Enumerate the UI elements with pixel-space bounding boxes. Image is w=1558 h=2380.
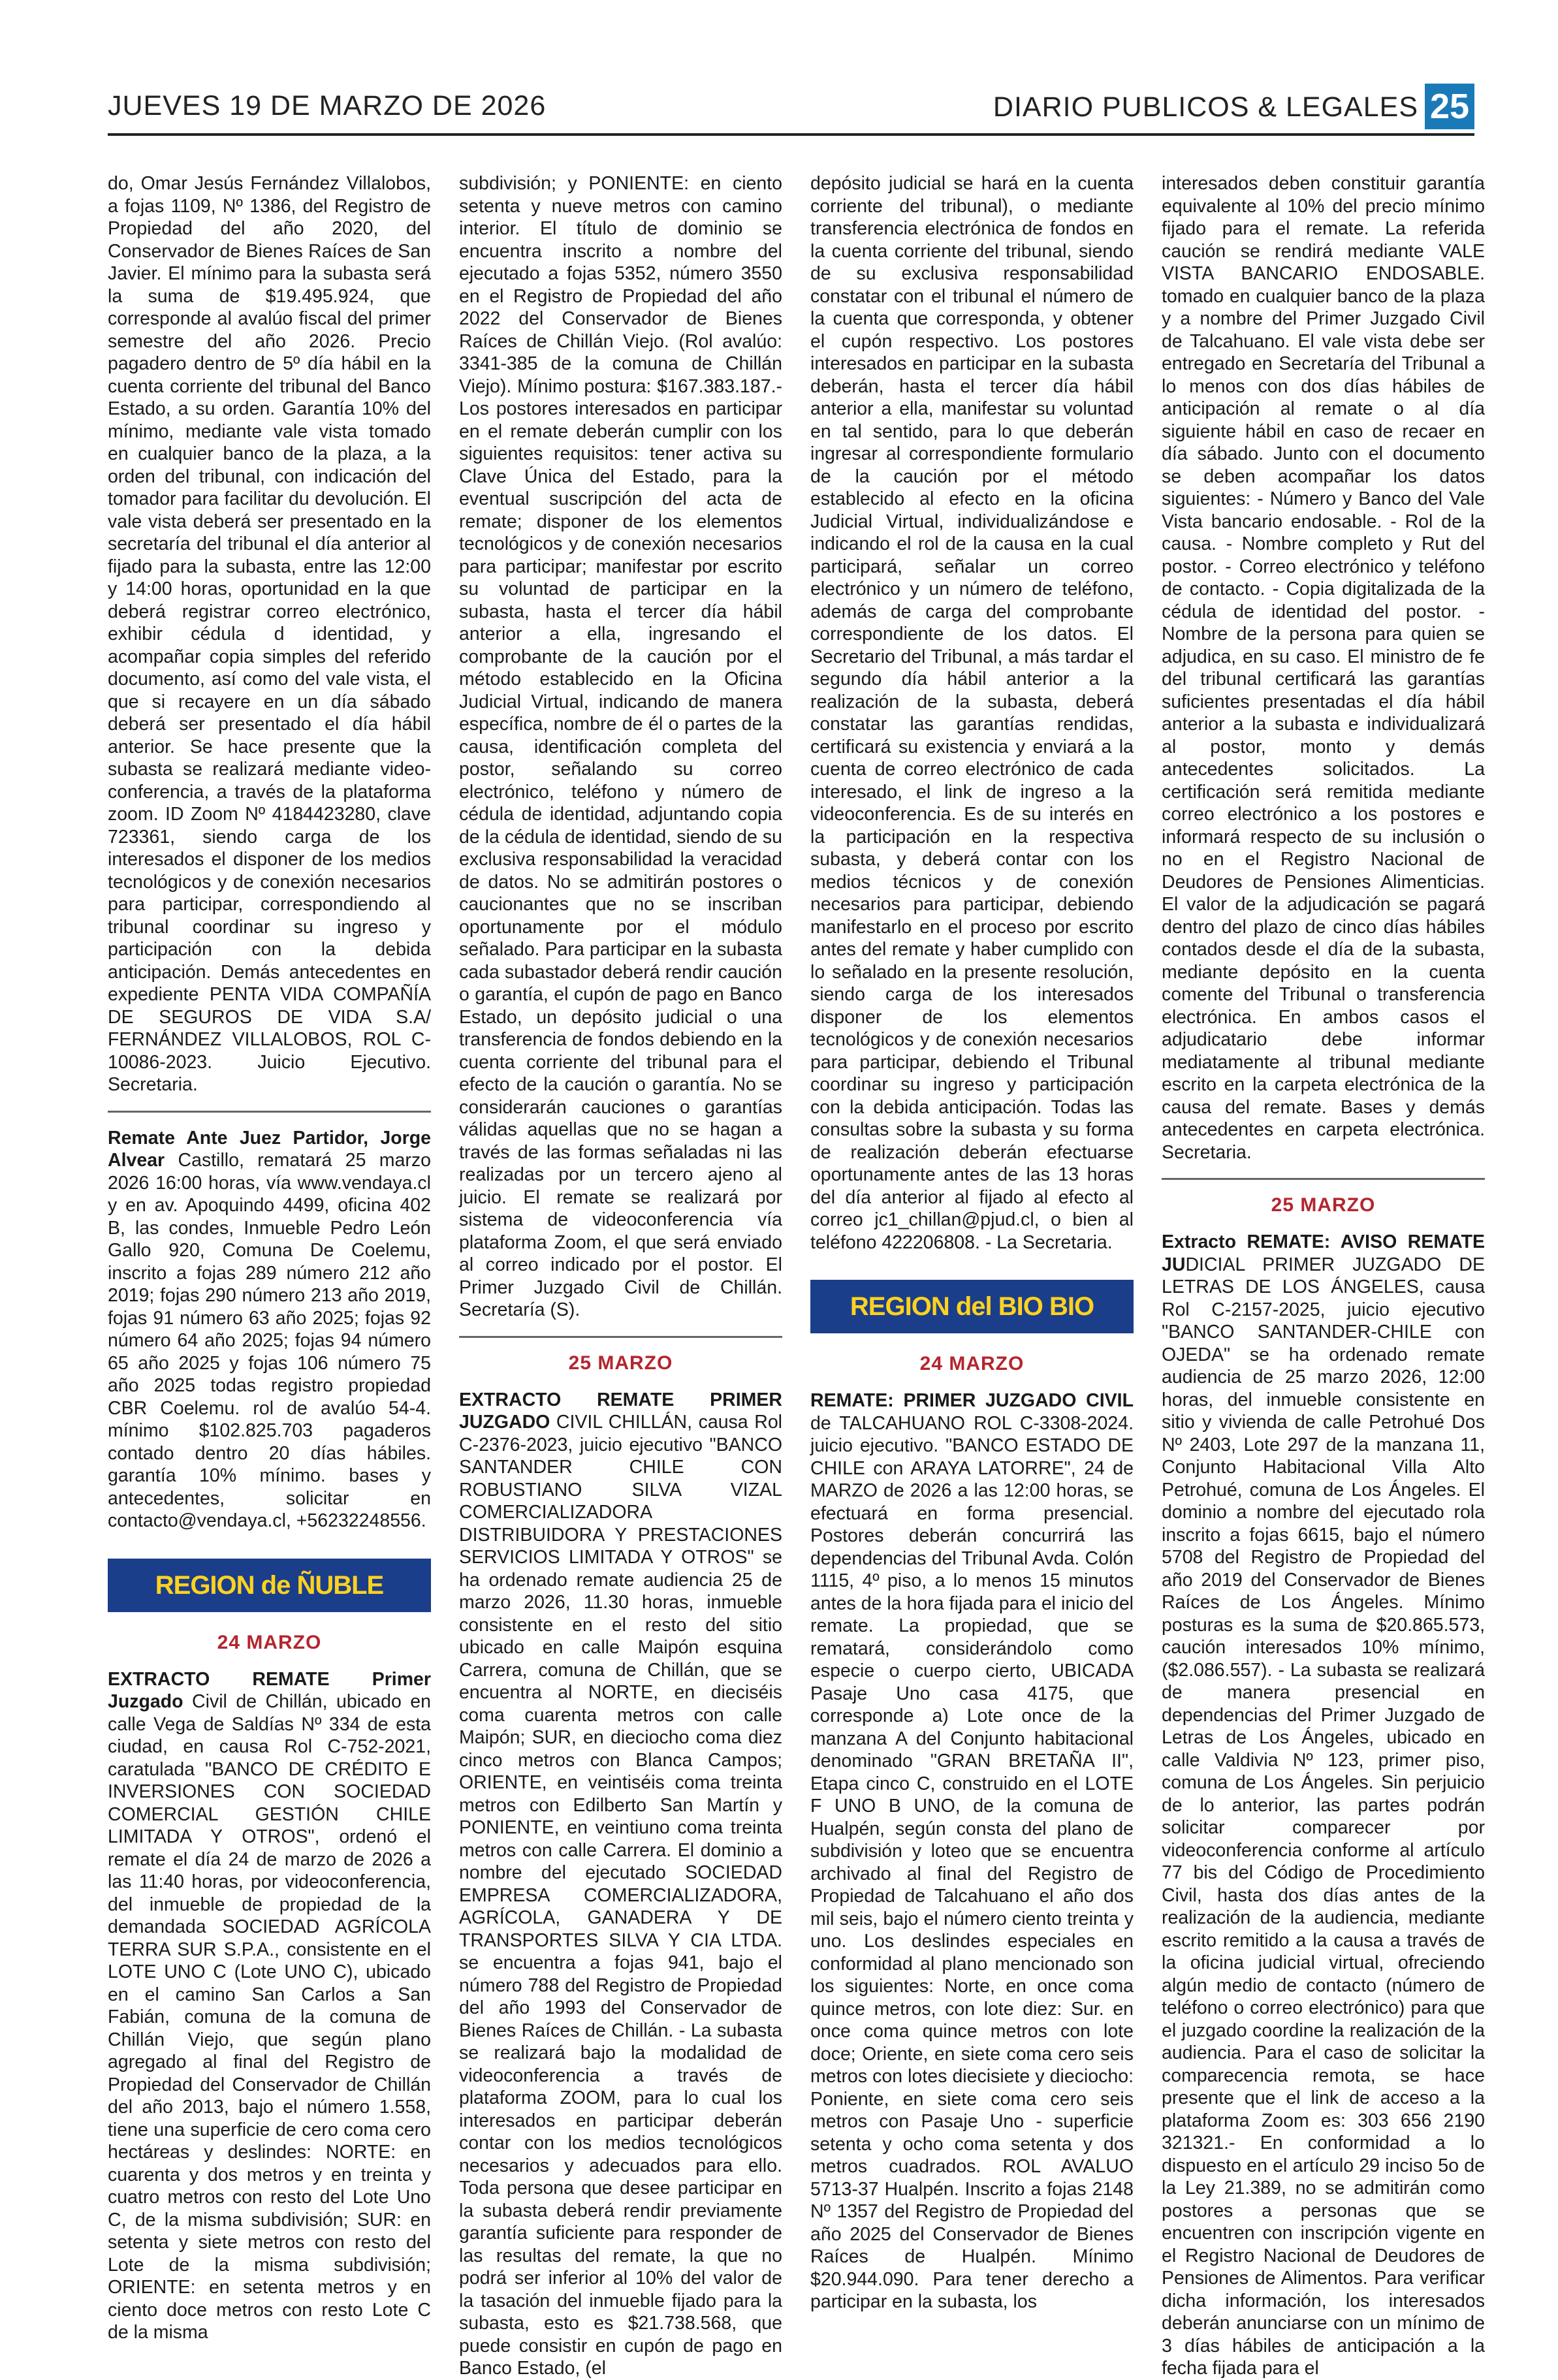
- region-banner: REGION de ÑUBLE: [108, 1559, 431, 1612]
- page-number: 25: [1425, 84, 1474, 129]
- issue-date: JUEVES 19 DE MARZO DE 2026: [108, 90, 547, 121]
- notice-separator: [459, 1336, 782, 1338]
- region-banner: REGION del BIO BIO: [810, 1280, 1134, 1333]
- notice-body: CIVIL CHILLÁN, causa Rol C-2376-2023, juicio ejecutivo "BANCO SANTANDER CHILE CON ROBUSTIANO SILVA VIZAL COMERCIALIZADORA DISTRIBUIDORA Y PRESTACIONES SERVICIOS LIMITADA Y OTROS" se ha ordenado remate audiencia 25 de marzo 2026, 11.30 horas, inmueble consistente en el resto del sitio ubicado en calle Maipón esquina Carrera, comuna de Chillán, que se encuentra al NORTE, en dieciséis coma cuarenta metros con calle Maipón; SUR, en dieciocho coma diez cinco metros con Blanca Campos; ORIENTE, en veintiséis coma treinta metros con Edilberto San Martín y PONIENTE, en veintiuno coma treinta metros con calle Carrera. El dominio a nombre del ejecutado SOCIEDAD EMPRESA COMERCIALIZADORA, AGRÍCOLA, GANADERA Y DE TRANSPORTES SILVA Y CIA LTDA. se encuentra a fojas 941, bajo el número 788 del Registro de Propiedad del año 1993 del Conservador de Bienes Raíces de Chillán. - La subasta se realizará bajo la modalidad de videoconferencia a través de plataforma ZOOM, para lo cual los interesados en participar deberán contar con los medios tecnológicos necesarios y adecuados para ello. Toda persona que desee participar en la subasta deberá rendir previamente garantía suficiente para responder de las resultas del remate, la que no podrá ser inferior al 10% del valor de la tasación del inmueble fijado para la subasta, esto es $21.738.568, que puede consistir en cupón de pago en Banco Estado, (el: [459, 1412, 782, 2379]
- legal-notice: [108, 1127, 431, 1532]
- auction-date-heading: 25 MARZO: [568, 1352, 673, 1374]
- notice-lead: Remate Ante Juez Partidor, Jorge Alvear: [108, 1127, 431, 1171]
- notice-lead: EXTRACTO REMATE PRIMER JUZGADO: [459, 1389, 782, 1433]
- page-header: [108, 86, 1474, 129]
- notice-body: de TALCAHUANO ROL C-3308-2024. juicio ejecutivo. "BANCO ESTADO DE CHILE con ARAYA LATORRE", 24 de MARZO de 2026 a las 12:00 horas, se efectuará en forma presencial. Postores deberán concurrirá las dependencias del Tribunal Avda. Colón 1115, 4º piso, a lo menos 15 minutos antes de la hora fijada para el inicio del remate. La propiedad, que se rematará, considerándolo como especie o cuerpo cierto, UBICADA Pasaje Uno casa 4175, que corresponde a) Lote once de la manzana A del Conjunto habitacional denominado "GRAN BRETAÑA II", Etapa cinco C, construido en el LOTE F UNO B UNO, de la comuna de Hualpén, según consta del plano de subdivisión y loteo que se encuentra archivado al final del Registro de Propiedad de Talcahuano el año dos mil seis, bajo el número ciento treinta y uno. Los deslindes especiales en conformidad al plano mencionado son los siguientes: Norte, en once coma quince metros, con lote diez: Sur. en once coma quince metros con lote doce; Oriente, en siete coma cero seis metros con lotes diecisiete y dieciocho: Poniente, en siete coma cero seis metros con Pasaje Uno - superficie setenta y ocho coma setenta y dos metros cuadrados. ROL AVALUO 5713-37 Hualpén. Inscrito a fojas 2148 Nº 1357 del Registro de Propiedad del año 2025 del Conservador de Bienes Raíces de Hualpén. Mínimo $20.944.090. Para tener derecho a participar en la subasta, los: [810, 1412, 1134, 2312]
- notice-body: Civil de Chillán, ubicado en calle Vega de Saldías Nº 334 de esta ciudad, en causa Rol C-752-2021, caratulada "BANCO DE CRÉDITO E INVERSIONES CON SOCIEDAD COMERCIAL GESTIÓN CHILE LIMITADA Y OTROS", ordenó el remate el día 24 de marzo de 2026 a las 11:40 horas, por videoconferencia, del inmueble de propiedad de la demandada SOCIEDAD AGRÍCOLA TERRA SUR S.P.A., consistente en el LOTE UNO C (Lote UNO C), ubicado en el camino San Carlos a San Fabián, comuna de la comuna de Chillán Viejo, que según plano agregado al final del Registro de Propiedad del Conservador de Chillán del año 2013, bajo el número 1.558, tiene una superficie de cero coma cero hectáreas y deslindes: NORTE: en cuarenta y dos metros y en treinta y cuatro metros con resto del Lote Uno C, de la misma subdivisión; SUR: en setenta y siete metros con resto del Lote de la misma subdivisión; ORIENTE: en setenta metros y en ciento doce metros con resto Lote C de la misma: [108, 1691, 431, 2343]
- legal-notice: [108, 1668, 431, 2344]
- auction-date-heading: 24 MARZO: [919, 1353, 1025, 1374]
- notice-continuation: interesados deben constituir garantía equivalente al 10% del precio mínimo fijado para el remate. La referida caución se rendirá mediante VALE VISTA BANCARIO ENDOSABLE. tomado en cualquier banco de la plaza y a nombre del Primer Juzgado Civil de Talcahuano. El vale vista debe ser entregado en Secretaría del Tribunal a lo menos con dos días hábiles de anticipación al remate o al día siguiente hábil en caso de recaer en día sábado. Junto con el documento se deben acompañar los datos siguientes: - Número y Banco del Vale Vista bancario endosable. - Rol de la causa. - Nombre completo y Rut del postor. - Correo electrónico y teléfono de contacto. - Copia digitalizada de la cédula de identidad del postor. - Nombre de la persona para quien se adjudica, en su caso. El ministro de fe del tribunal certificará las garantías suficientes presentadas el día hábil anterior a la subasta e individualizará al postor, monto y demás antecedentes solicitados. La certificación será remitida mediante correo electrónico a los postores e informará respecto de su inclusión o no en el Registro Nacional de Deudores de Pensiones Alimenticias. El valor de la adjudicación se pagará dentro del plazo de cinco días hábiles contados desde el día de la subasta, mediante depósito en la cuenta comente del Tribunal o transferencia electrónica. En ambos casos el adjudicatario debe informar mediatamente al tribunal mediante escrito en la carpeta electrónica de la causa del remate. Bases y demás antecedentes en carpeta electrónica. Secretaria.: [1162, 173, 1485, 1163]
- column-2: [459, 172, 782, 2379]
- notice-lead: REMATE: PRIMER JUZGADO CIVIL: [810, 1390, 1134, 1411]
- notice-continuation: do, Omar Jesús Fernández Villalobos, a fojas 1109, Nº 1386, del Registro de Propiedad del año 2020, del Conservador de Bienes Raíces de San Javier. El mínimo para la subasta será la suma de $19.495.924, que corresponde al avalúo fiscal del primer semestre del año 2026. Precio pagadero dentro de 5º día hábil en la cuenta corriente del tribunal del Banco Estado, a su orden. Garantía 10% del mínimo, mediante vale vista tomado en cualquier banco de la plaza, a la orden del tribunal, con indicación del tomador para facilitar du devolución. El vale vista deberá ser presentado en la secretaría del tribunal el día anterior al fijado para la subasta, entre las 12:00 y 14:00 horas, oportunidad en la que deberá registrar correo electrónico, exhibir cédula d identidad, y acompañar copia simples del referido documento, así como del vale vista, el que si recayere en un día sábado deberá ser presentado el día hábil anterior. Se hace presente que la subasta se realizará mediante video- conferencia, a través de la plataforma zoom. ID Zoom Nº 4184423280, clave 723361, siendo carga de los interesados el disponer de los medios tecnológicos y de conexión necesarios para participar, correspondiendo al tribunal coordinar su ingreso y participación con la debida anticipación. Demás antecedentes en expediente PENTA VIDA COMPAÑÍA DE SEGUROS DE VIDA S.A/ FERNÁNDEZ VILLALOBOS, ROL C-10086-2023. Juicio Ejecutivo. Secretaria.: [108, 173, 431, 1095]
- notice-separator: [108, 1111, 431, 1113]
- notice-body: Castillo, rematará 25 marzo 2026 16:00 horas, vía www.vendaya.cl y en av. Apoquindo 4499, oficina 402 B, las condes, Inmueble Pedro León Gallo 920, Comuna De Coelemu, inscrito a fojas 289 número 212 año 2019; fojas 290 número 213 año 2019, fojas 91 número 63 año 2025; fojas 92 número 64 año 2025; fojas 94 número 65 año 2025 y fojas 106 número 75 año 2025 todas registro propiedad CBR Coelemu. rol de avalúo 54-4. mínimo $102.825.703 pagaderos contado dentro 20 días hábiles. garantía 10% mínimo. bases y antecedentes, solicitar en contacto@vendaya.cl, +56232248556.: [108, 1150, 431, 1531]
- column-1: [108, 172, 431, 2343]
- legal-notice: [1162, 1231, 1485, 2380]
- column-3: [810, 172, 1134, 2312]
- legal-notice: [810, 1389, 1134, 2313]
- notice-separator: [1162, 1178, 1485, 1180]
- header-rule: [108, 133, 1474, 136]
- notice-continuation: depósito judicial se hará en la cuenta corriente del tribunal), o mediante transferencia electrónica de fondos en la cuenta corriente del tribunal, siendo de su exclusiva responsabilidad constatar con el tribunal el número de la cuenta que corresponda, y obtener el cupón respectivo. Los postores interesados en participar en la subasta deberán, hasta el tercer día hábil anterior a ella, manifestar su voluntad en tal sentido, para lo que deberán ingresar al correspondiente formulario de la caución por el método establecido al efecto en la oficina Judicial Virtual, individualizándose e indicando el rol de la causa en la cual participará, señalar un correo electrónico y un número de teléfono, además de carga del comprobante correspondiente de los datos. El Secretario del Tribunal, a más tardar el segundo día hábil anterior a la realización de la subasta, deberá constatar las garantías rendidas, certificará su existencia y enviará a la cuenta de correo electrónico de cada interesado, el link de ingreso a la videoconferencia. Es de su interés en la participación en la respectiva subasta, y deberá contar con los medios técnicos y de conexión necesarios para participar, debiendo manifestarlo en el proceso por escrito antes del remate y haber cumplido con lo señalado en la presente resolución, siendo carga de los interesados disponer de los elementos tecnológicos y de conexión necesarios para participar, debiendo el Tribunal coordinar su ingreso y participación con la debida anticipación. Todas las consultas sobre la subasta y su forma de realización deberán efectuarse oportunamente antes de las 13 horas del día anterior al fijado al efecto al correo jc1_chillan@pjud.cl, o bien al teléfono 422206808. - La Secretaria.: [810, 173, 1134, 1253]
- notice-body: DICIAL PRIMER JUZGADO DE LETRAS DE LOS ÁNGELES, causa Rol C-2157-2025, juicio ejecutivo "BANCO SANTANDER-CHILE con OJEDA" se ha ordenado remate audiencia de 25 marzo 2026, 12:00 horas, del inmueble consistente en sitio y vivienda de calle Petrohué Dos Nº 2403, Lote 297 de la manzana 11, Conjunto Habitacional Villa Alto Petrohué, comuna de Los Ángeles. El dominio a nombre del ejecutado rola inscrito a fojas 6615, bajo el número 5708 del Registro de Propiedad del año 2019 del Conservador de Bienes Raíces de Los Ángeles. Mínimo posturas es la suma de $20.865.573, caución interesados 10% mínimo, ($2.086.557). - La subasta se realizará de manera presencial en dependencias del Primer Juzgado de Letras de Los Ángeles, ubicado en calle Valdivia Nº 123, primer piso, comuna de Los Ángeles. Sin perjuicio de lo anterior, las partes podrán solicitar comparecer por videoconferencia conforme al artículo 77 bis del Código de Procedimiento Civil, hasta dos días antes de la realización de la audiencia, mediante escrito remitido a la causa a través de la oficina judicial virtual, ofreciendo algún medio de contacto (número de teléfono o correo electrónico) para que el juzgado coordine la realización de la audiencia. Para el caso de solicitar la comparecencia remota, se hace presente que el link de acceso a la plataforma Zoom es: 303 656 2190 321321.- En conformidad a lo dispuesto en el artículo 29 inciso 5o de la Ley 21.389, no se admitirán como postores a personas que se encuentren con inscripción vigente en el Registro Nacional de Deudores de Pensiones de Alimentos. Para verificar dicha información, los interesados deberán anunciarse con un mínimo de 3 días hábiles de anticipación a la fecha fijada para el: [1162, 1254, 1485, 2379]
- publication-name: DIARIO PUBLICOS & LEGALES: [993, 91, 1418, 123]
- column-4: [1162, 172, 1485, 2379]
- notice-continuation: subdivisión; y PONIENTE: en ciento setenta y nueve metros con camino interior. El título de dominio se encuentra inscrito a nombre del ejecutado a fojas 5352, número 3550 en el Registro de Propiedad del año 2022 del Conservador de Bienes Raíces de Chillán Viejo. (Rol avalúo: 3341-385 de la comuna de Chillán Viejo). Mínimo postura: $167.383.187.- Los postores interesados en participar en el remate deberán cumplir con los siguientes requisitos: tener activa su Clave Única del Estado, para la eventual suscripción del acta de remate; disponer de los elementos tecnológicos y de conexión necesarios para participar; manifestar por escrito su voluntad de participar en la subasta, hasta el tercer día hábil anterior a ella, ingresando el comprobante de la caución por el método establecido en la Oficina Judicial Virtual, indicando de manera específica, nombre de él o partes de la causa, identificación completa del postor, señalando su correo electrónico, teléfono y número de cédula de identidad, adjuntando copia de la cédula de identidad, siendo de su exclusiva responsabilidad la veracidad de datos. No se admitirán postores o caucionantes que no se inscriban oportunamente por el módulo señalado. Para participar en la subasta cada subastador deberá rendir caución o garantía, el cupón de pago en Banco Estado, un depósito judicial o una transferencia de fondos debiendo en la cuenta corriente del tribunal para el efecto de la caución o garantía. No se considerarán cauciones o garantías válidas aquellas que no se hagan a través de las formas señaladas ni las realizadas por un tercero ajeno al juicio. El remate se realizará por sistema de videoconferencia vía plataforma Zoom, el que será enviado al correo indicado por el postor. El Primer Juzgado Civil de Chillán. Secretaría (S).: [459, 173, 782, 1320]
- notice-lead: Extracto REMATE: AVISO REMATE JU: [1162, 1231, 1485, 1275]
- legal-notice: [459, 1389, 782, 2380]
- auction-date-heading: 24 MARZO: [217, 1631, 322, 1653]
- auction-date-heading: 25 MARZO: [1271, 1194, 1376, 1216]
- notice-lead: EXTRACTO REMATE Primer Juzgado: [108, 1668, 431, 1712]
